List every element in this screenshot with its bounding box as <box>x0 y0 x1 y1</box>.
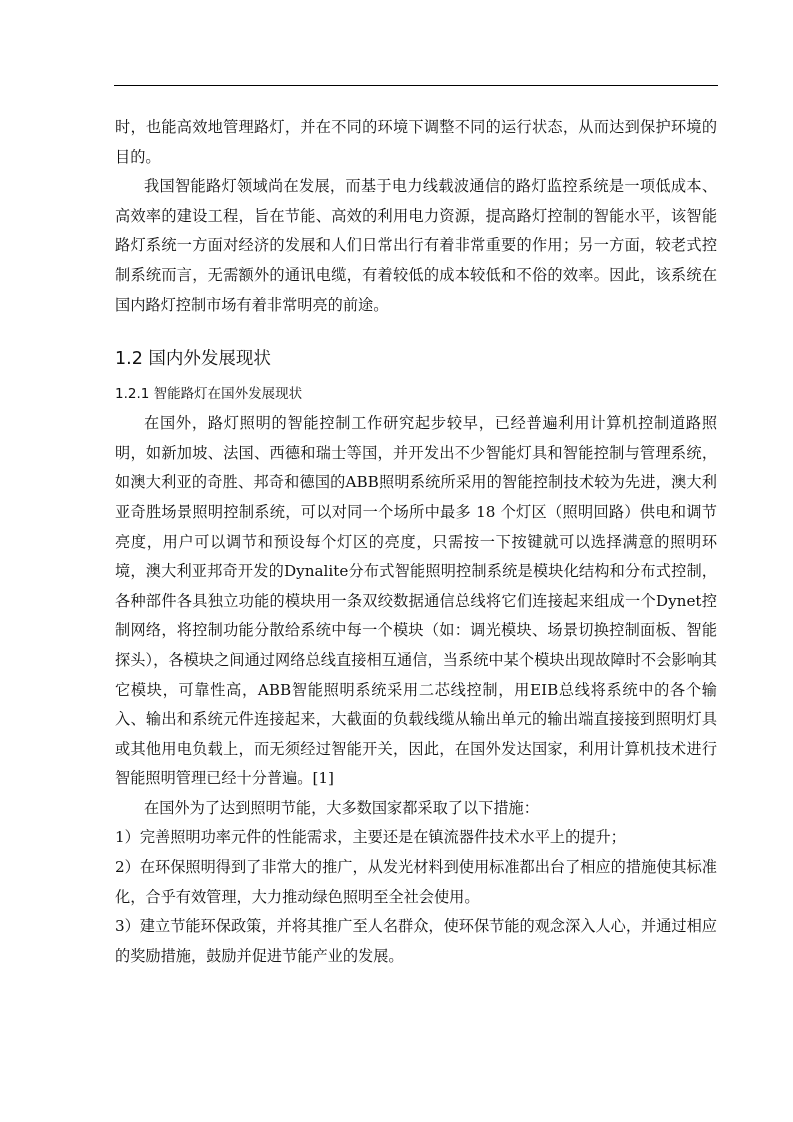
measure-item-1: 1）完善照明功率元件的性能需求，主要还是在镇流器件技术水平上的提升； <box>115 828 626 847</box>
subsection-heading: 1.2.1 智能路灯在国外发展现状 <box>115 386 303 403</box>
paragraph-domestic: 我国智能路灯领域尚在发展，而基于电力线载波通信的路灯监控系统是一项低成本、高效率的建设工程，旨在节能、高效的利用电力资源，提高路灯控制的智能水平，该智能路灯系统一方面对经济的发展和人们日常出行有着非常重要的作用；另一方面，较老式控制系统而言，无需额外的通讯电缆，有着较低的成本较低和不俗的效率。因此，该系统在国内路灯控制市场有着非常明亮的前途。 <box>115 177 717 314</box>
paragraph-continued: 时，也能高效地管理路灯，并在不同的环境下调整不同的运行状态，从而达到保护环境的目的。 <box>115 118 717 166</box>
paragraph-foreign: 在国外，路灯照明的智能控制工作研究起步较早，已经普遍利用计算机控制道路照明，如新加坡、法国、西德和瑞士等国，并开发出不少智能灯具和智能控制与管理系统，如澳大利亚的奇胜、邦奇和德国的ABB照明系统所采用的智能控制技术较为先进，澳大利亚奇胜场景照明控制系统，可以对同一个场所中最多 18 个灯区（照明回路）供电和调节亮度，用户可以调节和预设每个灯区的亮度，只需按一下按键就可以选择满意的照明环境，澳大利亚邦奇开发的Dynalite分布式智能照明控制系统是模块化结构和分布式控制，各种部件各具独立功能的模块用一条双绞数据通信总线将它们连接起来组成一个Dynet控制网络，将控制功能分散给系统中每一个模块（如：调光模块、场景切换控制面板、智能探头），各模块之间通过网络总线直接相互通信，当系统中某个模块出现故障时不会影响其它模块，可靠性高，ABB智能照明系统采用二芯线控制，用EIB总线将系统中的各个输入、输出和系统元件连接起来，大截面的负载线缆从输出单元的输出端直接接到照明灯具或其他用电负载上，而无须经过智能开关，因此，在国外发达国家，利用计算机技术进行智能照明管理已经十分普遍。[1] <box>115 414 717 788</box>
measure-item-2: 2）在环保照明得到了非常大的推广，从发光材料到使用标准都出台了相应的措施使其标准化，合乎有效管理，大力推动绿色照明至全社会使用。 <box>115 858 717 906</box>
header-rule <box>114 85 718 86</box>
section-heading: 1.2 国内外发展现状 <box>115 349 271 370</box>
measure-item-3: 3）建立节能环保政策，并将其推广至人名群众，使环保节能的观念深入人心，并通过相应的奖励措施，鼓励并促进节能产业的发展。 <box>115 917 717 965</box>
measures-intro: 在国外为了达到照明节能，大多数国家都采取了以下措施： <box>144 798 539 817</box>
page-body <box>115 113 717 971</box>
